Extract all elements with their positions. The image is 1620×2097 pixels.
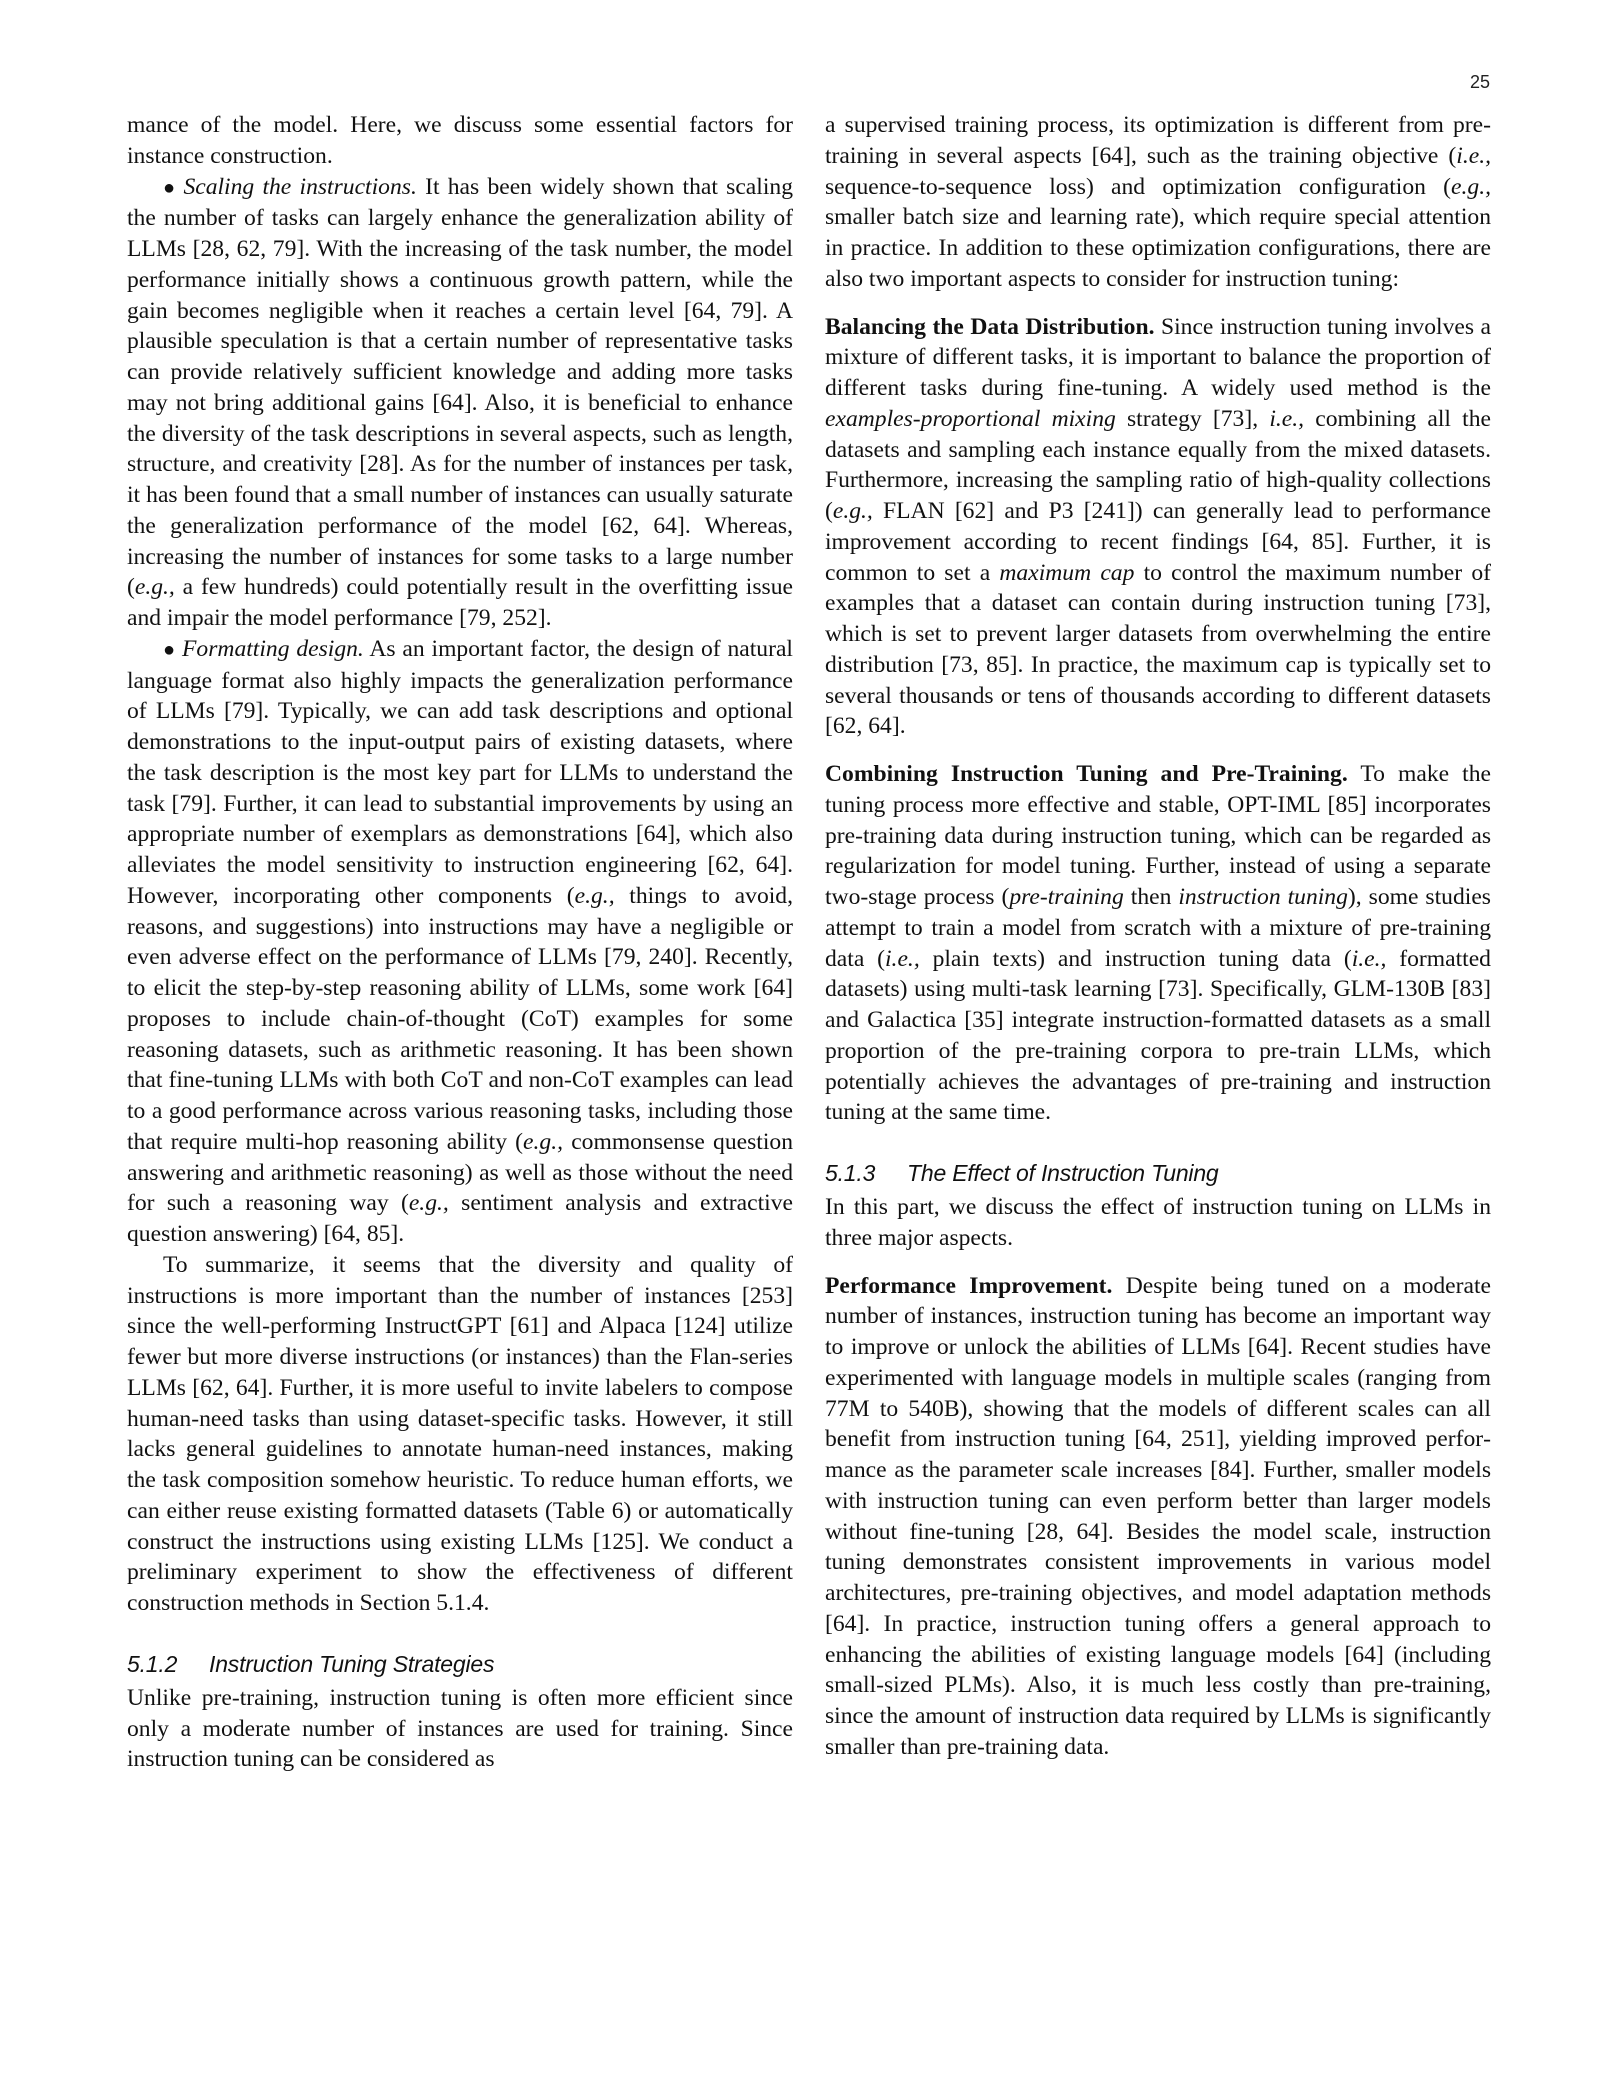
emphasis-text: e.g., — [832, 498, 873, 524]
paragraph-text: To make the tuning process more effective and stable, OPT-IML [85] incorporates pre-training data during instruction tuning, which can be regarded as regularization for model tuning. Further, instead of using a separate two-stage process ( — [825, 761, 1491, 910]
left-column — [127, 110, 793, 1775]
emphasis-text: e.g., — [1451, 173, 1491, 200]
section-number: 5.1.3 — [825, 1160, 876, 1186]
paragraph-text: then — [1123, 884, 1179, 910]
paragraph-text: sentiment analysis and extractive question answering) [64, 85]. — [127, 1190, 793, 1247]
emphasis-text: pre-training — [1009, 884, 1124, 910]
paragraph-text: to control the maximum number of examples that a dataset can contain during instruction tuning [73], which is set to prevent larger datasets from overwhelming the entire distribution [73, 85]. In practice, the maximum cap is typically set to several thousands or tens of thousands according to different datasets [62, 64]. — [825, 559, 1491, 740]
right-column — [825, 110, 1491, 1763]
paragraph-text: FLAN [62] and P3 [241]) can generally lead to performance improvement according to recent findings [64, 85]. Further, it is common to set a — [825, 498, 1491, 586]
paragraph-text: commonsense question answering and arithmetic reasoning) as well as those without the need for such a reasoning way ( — [127, 1128, 794, 1217]
paragraph-text: It has been widely shown that scaling the number of tasks can largely enhance the generalization ability of LLMs [28, 62, 79]. With the increasing of the task number, the model performance initially shows a continuous growth pattern, while the gain becomes negligible when it reaches a certain level [64, 79]. A plausible speculation is that a certain number of representative tasks can provide relatively sufficient knowledge and adding more tasks may not bring additional gains [64]. Also, it is beneficial to enhance the diversity of the task descriptions in several aspects, such as length, structure, and creativity [28]. As for the number of instances per task, it has been found that a small number of instances can usually saturate the generalization performance of the model [62, 64]. Whereas, increasing the number of instances for some tasks to a large number ( — [127, 173, 793, 601]
paragraph-text: strategy [73], — [1115, 405, 1270, 432]
paragraph-text: As an important factor, the design of natural language format also highly impacts the generalization performance of LLMs [79]. Typically, we can add task descriptions and optional demonstrations to the input-output pairs of existing datasets, where the task description is the most key part for LLMs to understand the task [79]. Further, it can lead to substantial improvements by using an appropriate number of exemplars as demonstrations [64], which also alleviates the model sensitivity to instruction engineering [62, 64]. However, incorporating other components ( — [127, 635, 793, 909]
body-paragraph — [825, 1271, 1491, 1763]
emphasis-text: instruction tuning — [1178, 884, 1348, 910]
bullet-icon: ● — [163, 638, 177, 661]
body-paragraph — [127, 1683, 793, 1775]
section-number: 5.1.2 — [127, 1650, 178, 1677]
paragraph-text: Unlike pre-training, instruction tuning is often more efficient since only a moderate number of instances are used for training. Since instruction tuning can be considered as — [127, 1684, 793, 1773]
emphasis-text: e.g., — [408, 1190, 449, 1217]
section-heading — [127, 1649, 793, 1679]
page-number: 25 — [1469, 72, 1490, 92]
paragraph-text: formatted datasets) using multi-task learning [73]. Specifically, GLM-130B [83] and Galactica [35] integrate instruction-formatted datasets as a small proportion of the pre-training corpora to pre-train LLMs, which potentially achieves the advantages of pre-training and instruction tuning at the same time. — [825, 945, 1491, 1126]
paragraph-text: sequence-to-sequence loss) and optimization configuration ( — [825, 173, 1452, 200]
emphasis-text: e.g., — [574, 882, 615, 909]
paragraph-text: combining all the datasets and sampling each instance equally from the mixed datasets. Furthermore, increasing the sampling ratio of high-quality collections ( — [825, 405, 1491, 524]
bullet-icon: ● — [163, 176, 178, 199]
paragraph-text: To summarize, it seems that the diversity and quality of instructions is more important than the number of instances [253] since the well-performing InstructGPT [61] and Alpaca [124] utilize fewer but more diverse instructions (or instances) than the Flan-series LLMs [62, 64]. Further, it is more useful to invite labelers to compose human-need tasks than using dataset-specific tasks. However, it still lacks general guidelines to annotate human-need instances, making the task composition somehow heuristic. To reduce human efforts, we can either reuse existing formatted datasets (Table 6) or automatically construct the instructions using existing LLMs [125]. We conduct a preliminary experiment to show the effectiveness of different construction methods in Section 5.1.4. — [127, 1251, 793, 1616]
emphasis-text: maximum cap — [999, 559, 1135, 586]
paragraph-text: In this part, we discuss the effect of instruction tuning on LLMs in three major aspects. — [825, 1194, 1491, 1251]
body-paragraph — [825, 110, 1491, 295]
body-paragraph — [825, 312, 1491, 743]
emphasis-text: i.e., — [1351, 945, 1387, 972]
paragraph-text: mance of the model. Here, we discuss some essential factors for instance construction. — [127, 112, 793, 169]
emphasis-text: i.e., — [1269, 405, 1305, 432]
paragraph-runin-heading: Combining Instruction Tuning and Pre-Training. — [825, 761, 1348, 787]
body-paragraph — [127, 1250, 793, 1619]
body-paragraph — [825, 1192, 1491, 1254]
emphasis-text: i.e., — [885, 945, 920, 972]
paragraph-text: Despite being tuned on a moderate number of instances, instruction tuning has become an important way to improve or unlock the abilities of LLMs [64]. Recent studies have experimented with language models in multiple scales (ranging from 77M to 540B), showing that the models of different scales can all benefit from instruction tuning [64, 251], yielding improved performance as the parameter scale increases [84]. Further, smaller models with instruction tuning can even perform better than larger models without fine-tuning [28, 64]. Besides the model scale, instruction tuning demonstrates consistent improvements in various model architectures, pre-training objectives, and model adaptation methods [64]. In practice, instruction tuning offers a general approach to enhancing the abilities of existing language models [64] (including small-sized PLMs). Also, it is much less costly than pre-training, since the amount of instruction data required by LLMs is significantly smaller than pre-training data. — [825, 1272, 1492, 1760]
emphasis-text: e.g., — [134, 574, 175, 601]
body-paragraph — [127, 110, 793, 172]
paragraph-text: Since instruction tuning involves a mixture of different tasks, it is important to balance the proportion of different tasks during fine-tuning. A widely used method is the — [825, 313, 1491, 401]
section-heading — [825, 1158, 1491, 1188]
paragraph-text: things to avoid, reasons, and suggestions) into instructions may have a negligible or even adverse effect on the performance of LLMs [79, 240]. Recently, to elicit the step-by-step reasoning ability of LLMs, some work [64] proposes to include chain-of-thought (CoT) examples for some reasoning datasets, such as arithmetic reasoning. It has been shown that fine-tuning LLMs with both CoT and non-CoT examples can lead to a good performance across various reasoning tasks, including those that require multi-hop reasoning ability ( — [127, 882, 793, 1155]
emphasis-text: Scaling the instructions. — [183, 173, 417, 200]
body-paragraph — [127, 172, 793, 634]
emphasis-text: examples-proportional mixing — [825, 405, 1116, 432]
paragraph-text: plain texts) and instruction tuning data ( — [919, 945, 1352, 972]
paragraph-text: smaller batch size and learning rate), which require special attention in practice. In addition to these optimization configurations, there are also two important aspects to consider for instruction tuning: — [825, 204, 1491, 292]
body-paragraph — [825, 759, 1491, 1128]
section-title: The Effect of Instruction Tuning — [907, 1160, 1219, 1186]
paragraph-runin-heading: Balancing the Data Distribution. — [825, 313, 1155, 340]
paragraph-text: a supervised training process, its optimization is different from pre-training in several aspects [64], such as the training objective ( — [825, 112, 1491, 169]
section-title: Instruction Tuning Strategies — [209, 1650, 495, 1677]
emphasis-text: Formatting design. — [182, 635, 364, 662]
emphasis-text: e.g., — [523, 1128, 564, 1155]
paragraph-text: ), some studies attempt to train a model from scratch with a mixture of pre-training data ( — [825, 884, 1491, 972]
emphasis-text: i.e., — [1456, 142, 1491, 169]
paragraph-runin-heading: Performance Improvement. — [825, 1272, 1113, 1299]
body-paragraph — [127, 634, 793, 1250]
paragraph-text: a few hundreds) could potentially result in the overfitting issue and impair the model performance [79, 252]. — [127, 574, 793, 631]
